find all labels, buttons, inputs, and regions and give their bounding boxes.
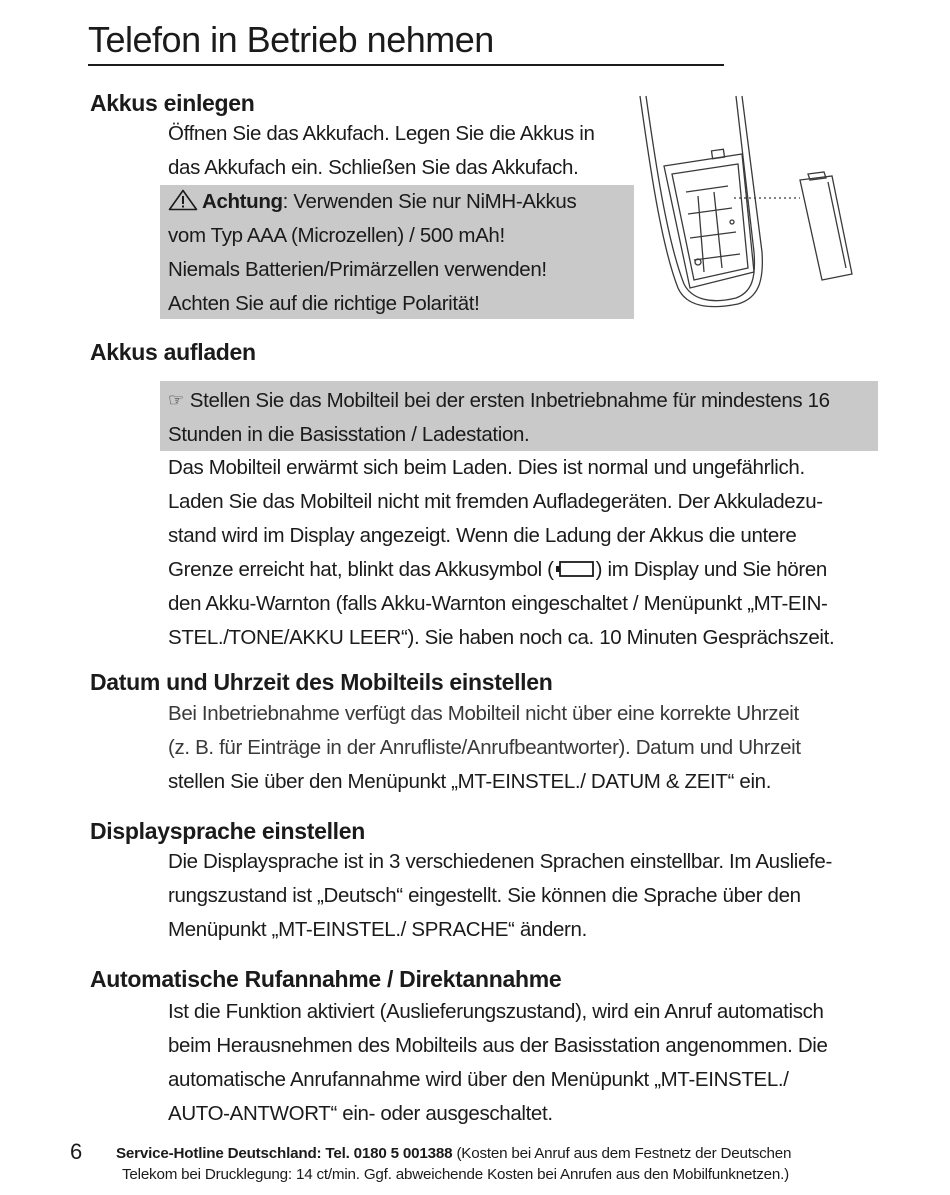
text-line: rungszustand ist „Deutsch“ eingestellt. Sie können die Sprache über den — [168, 884, 801, 907]
datum-uhrzeit-text — [168, 697, 801, 799]
text-line: stand wird im Display angezeigt. Wenn die Ladung der Akkus die untere — [168, 524, 797, 547]
heading-displaysprache: Displaysprache einstellen — [90, 818, 366, 844]
text-fragment: Grenze erreicht hat, blinkt das Akkusymbol ( — [168, 558, 554, 581]
text-line-battery — [168, 553, 834, 587]
warning-first-line — [168, 185, 576, 219]
page-number: 6 — [70, 1139, 83, 1164]
note-line: Stellen Sie das Mobilteil bei der ersten Inbetriebnahme für mindestens 16 — [189, 389, 830, 412]
pointing-hand-icon: ☞ — [168, 390, 184, 410]
text-line: AUTO-ANTWORT“ ein- oder ausgeschaltet. — [168, 1102, 553, 1125]
akkus-aufladen-text — [168, 451, 834, 655]
heading-rufannahme: Automatische Rufannahme / Direktannahme — [90, 966, 562, 992]
text-line: Bei Inbetriebnahme verfügt das Mobilteil nicht über eine korrekte Uhrzeit — [168, 702, 799, 725]
text-line: Öffnen Sie das Akkufach. Legen Sie die Akkus in — [168, 122, 595, 145]
heading-datum-uhrzeit: Datum und Uhrzeit des Mobilteils einstellen — [90, 669, 553, 695]
note-text — [168, 383, 830, 452]
heading-akkus-einlegen: Akkus einlegen — [90, 90, 255, 116]
note-first-line — [168, 383, 830, 418]
text-line: Menüpunkt „MT-EINSTEL./ SPRACHE“ ändern. — [168, 918, 587, 941]
hotline-cost-note-line2: Telekom bei Drucklegung: 14 ct/min. Ggf. abweichende Kosten bei Anrufen aus den Mobilfunknetzen.) — [122, 1166, 789, 1183]
warning-line: Achten Sie auf die richtige Polarität! — [168, 292, 480, 315]
warning-line1: : Verwenden Sie nur NiMH-Akkus — [282, 190, 577, 213]
text-line: (z. B. für Einträge in der Anrufliste/Anrufbeantworter). Datum und Uhrzeit — [168, 736, 801, 759]
text-line: stellen Sie über den Menüpunkt „MT-EINSTEL./ DATUM & ZEIT“ ein. — [168, 770, 772, 793]
heading-akkus-aufladen: Akkus aufladen — [90, 339, 256, 365]
note-line: Stunden in die Basisstation / Ladestation. — [168, 423, 530, 446]
text-line: den Akku-Warnton (falls Akku-Warnton eingeschaltet / Menüpunkt „MT-EIN- — [168, 592, 828, 615]
text-line: Laden Sie das Mobilteil nicht mit fremden Aufladegeräten. Der Akkuladezu- — [168, 490, 823, 513]
text-line: beim Herausnehmen des Mobilteils aus der Basisstation angenommen. Die — [168, 1034, 828, 1057]
warning-text — [168, 185, 576, 321]
warning-line: vom Typ AAA (Microzellen) / 500 mAh! — [168, 224, 505, 247]
hotline-cost-note: (Kosten bei Anruf aus dem Festnetz der Deutschen — [452, 1145, 792, 1162]
text-line: Ist die Funktion aktiviert (Auslieferungszustand), wird ein Anruf automatisch — [168, 1000, 824, 1023]
text-line: Die Displaysprache ist in 3 verschiedenen Sprachen einstellbar. Im Ausliefe- — [168, 850, 832, 873]
battery-icon — [555, 560, 595, 578]
text-line: automatische Anrufannahme wird über den Menüpunkt „MT-EINSTEL./ — [168, 1068, 789, 1091]
text-fragment: ) im Display und Sie hören — [595, 558, 827, 581]
handset-battery-illustration — [638, 92, 860, 318]
warning-label: Achtung — [202, 190, 283, 213]
text-line: das Akkufach ein. Schließen Sie das Akkufach. — [168, 156, 579, 179]
warning-line: Niemals Batterien/Primärzellen verwenden! — [168, 258, 547, 281]
hotline-number: Service-Hotline Deutschland: Tel. 0180 5 001388 — [116, 1145, 453, 1162]
page-title: Telefon in Betrieb nehmen — [88, 18, 724, 66]
displaysprache-text — [168, 845, 832, 947]
akkus-einlegen-text — [168, 117, 595, 185]
warning-triangle-icon — [168, 189, 198, 211]
text-line: Das Mobilteil erwärmt sich beim Laden. Dies ist normal und ungefährlich. — [168, 456, 805, 479]
text-line: STEL./TONE/AKKU LEER“). Sie haben noch ca. 10 Minuten Gesprächszeit. — [168, 626, 835, 649]
footer-hotline — [116, 1143, 856, 1185]
rufannahme-text — [168, 995, 828, 1131]
